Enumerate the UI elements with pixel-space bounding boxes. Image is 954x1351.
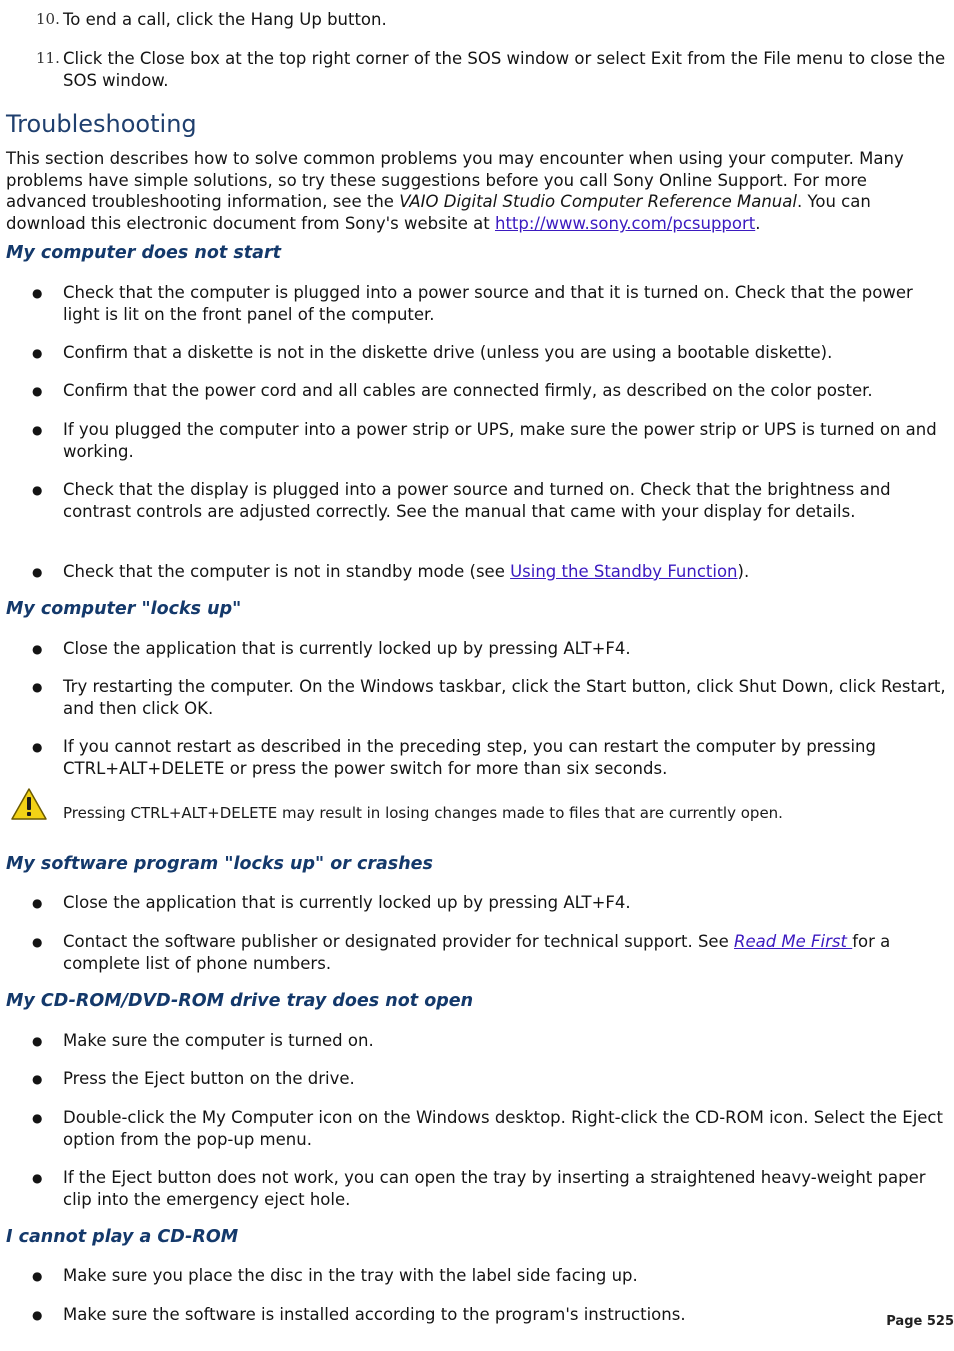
- list-item: Confirm that a diskette is not in the diskette drive (unless you are using a bootable diskette).: [63, 343, 833, 362]
- list-item: If you cannot restart as described in the preceding step, you can restart the computer by pressing CTRL+ALT+DELETE or press the power switch for more than six seconds.: [63, 737, 876, 778]
- read-me-first-link[interactable]: Read Me First: [733, 932, 853, 951]
- subheading-software-crashes: My software program "locks up" or crashes: [6, 854, 433, 874]
- bullet-icon: ●: [32, 1072, 43, 1086]
- bullet-icon: ●: [32, 1269, 43, 1283]
- list-item: If you plugged the computer into a power strip or UPS, make sure the power strip or UPS is turned on and working.: [63, 420, 937, 461]
- subheading-tray-does-not-open: My CD-ROM/DVD-ROM drive tray does not open: [6, 991, 474, 1011]
- bullet-icon: ●: [32, 896, 43, 910]
- subheading-locks-up: My computer "locks up": [6, 599, 242, 619]
- list-item: Try restarting the computer. On the Windows taskbar, click the Start button, click Shut Down, click Restart, and then click OK.: [63, 677, 946, 718]
- subheading-does-not-start: My computer does not start: [6, 243, 281, 263]
- bullet-icon: ●: [32, 346, 43, 360]
- bullet-icon: ●: [32, 1308, 43, 1322]
- step-text: To end a call, click the Hang Up button.: [63, 10, 387, 29]
- bullet-icon: ●: [32, 740, 43, 754]
- list-item: Make sure the computer is turned on.: [63, 1031, 374, 1050]
- bullet-icon: ●: [32, 423, 43, 437]
- step-number: 10.: [36, 10, 60, 28]
- list-item: Check that the computer is plugged into a power source and that it is turned on. Check that the power light is lit on the front panel of the computer.: [63, 283, 913, 324]
- list-item: Check that the display is plugged into a power source and turned on. Check that the brightness and contrast controls are adjusted correctly. See the manual that came with your display for details.: [63, 480, 891, 521]
- step-text: Click the Close box at the top right corner of the SOS window or select Exit from the File menu to close the SOS window.: [63, 49, 946, 90]
- list-item: Make sure the software is installed according to the program's instructions.: [63, 1305, 686, 1324]
- bullet-icon: ●: [32, 680, 43, 694]
- bullet-icon: ●: [32, 483, 43, 497]
- list-item: Contact the software publisher or designated provider for technical support. See Read Me First for a complete list of phone numbers.: [63, 932, 891, 973]
- bullet-icon: ●: [32, 1034, 43, 1048]
- bullet-icon: ●: [32, 642, 43, 656]
- manual-title: VAIO Digital Studio Computer Reference Manual: [399, 192, 797, 212]
- bullet-icon: ●: [32, 935, 43, 949]
- list-item: If the Eject button does not work, you can open the tray by inserting a straightened heavy-weight paper clip into the emergency eject hole.: [63, 1168, 926, 1209]
- support-link[interactable]: http://www.sony.com/pcsupport: [494, 214, 756, 234]
- subheading-cannot-play-cd: I cannot play a CD-ROM: [6, 1227, 239, 1247]
- bullet-icon: ●: [32, 1171, 43, 1185]
- section-intro: This section describes how to solve common problems you may encounter when using your computer. Many problems have simple solutions, so try these suggestions before you call Sony Online Support. For more advanced troubleshooting information, see the VAIO Digital Studio Computer Reference Manual. You can download this electronic document from Sony's website at http://www.sony.com/pcsupport.: [6, 149, 904, 234]
- list-item: Make sure you place the disc in the tray with the label side facing up.: [63, 1266, 638, 1285]
- bullet-icon: ●: [32, 565, 43, 579]
- section-title: Troubleshooting: [6, 110, 197, 138]
- step-number: 11.: [36, 49, 60, 67]
- warning-note: Pressing CTRL+ALT+DELETE may result in losing changes made to files that are currently open.: [63, 804, 783, 822]
- bullet-icon: ●: [32, 286, 43, 300]
- list-item: Check that the computer is not in standby mode (see Using the Standby Function).: [63, 562, 750, 581]
- list-item: Double-click the My Computer icon on the Windows desktop. Right-click the CD-ROM icon. Select the Eject option from the pop-up menu.: [63, 1108, 943, 1149]
- bullet-icon: ●: [32, 384, 43, 398]
- list-item: Press the Eject button on the drive.: [63, 1069, 355, 1088]
- list-item: Close the application that is currently locked up by pressing ALT+F4.: [63, 893, 631, 912]
- list-item: Confirm that the power cord and all cables are connected firmly, as described on the color poster.: [63, 381, 873, 400]
- page-number: Page 525: [886, 1314, 954, 1329]
- list-item: Close the application that is currently locked up by pressing ALT+F4.: [63, 639, 631, 658]
- bullet-icon: ●: [32, 1111, 43, 1125]
- warning-triangle-icon: [10, 787, 48, 821]
- standby-function-link[interactable]: Using the Standby Function: [510, 562, 738, 581]
